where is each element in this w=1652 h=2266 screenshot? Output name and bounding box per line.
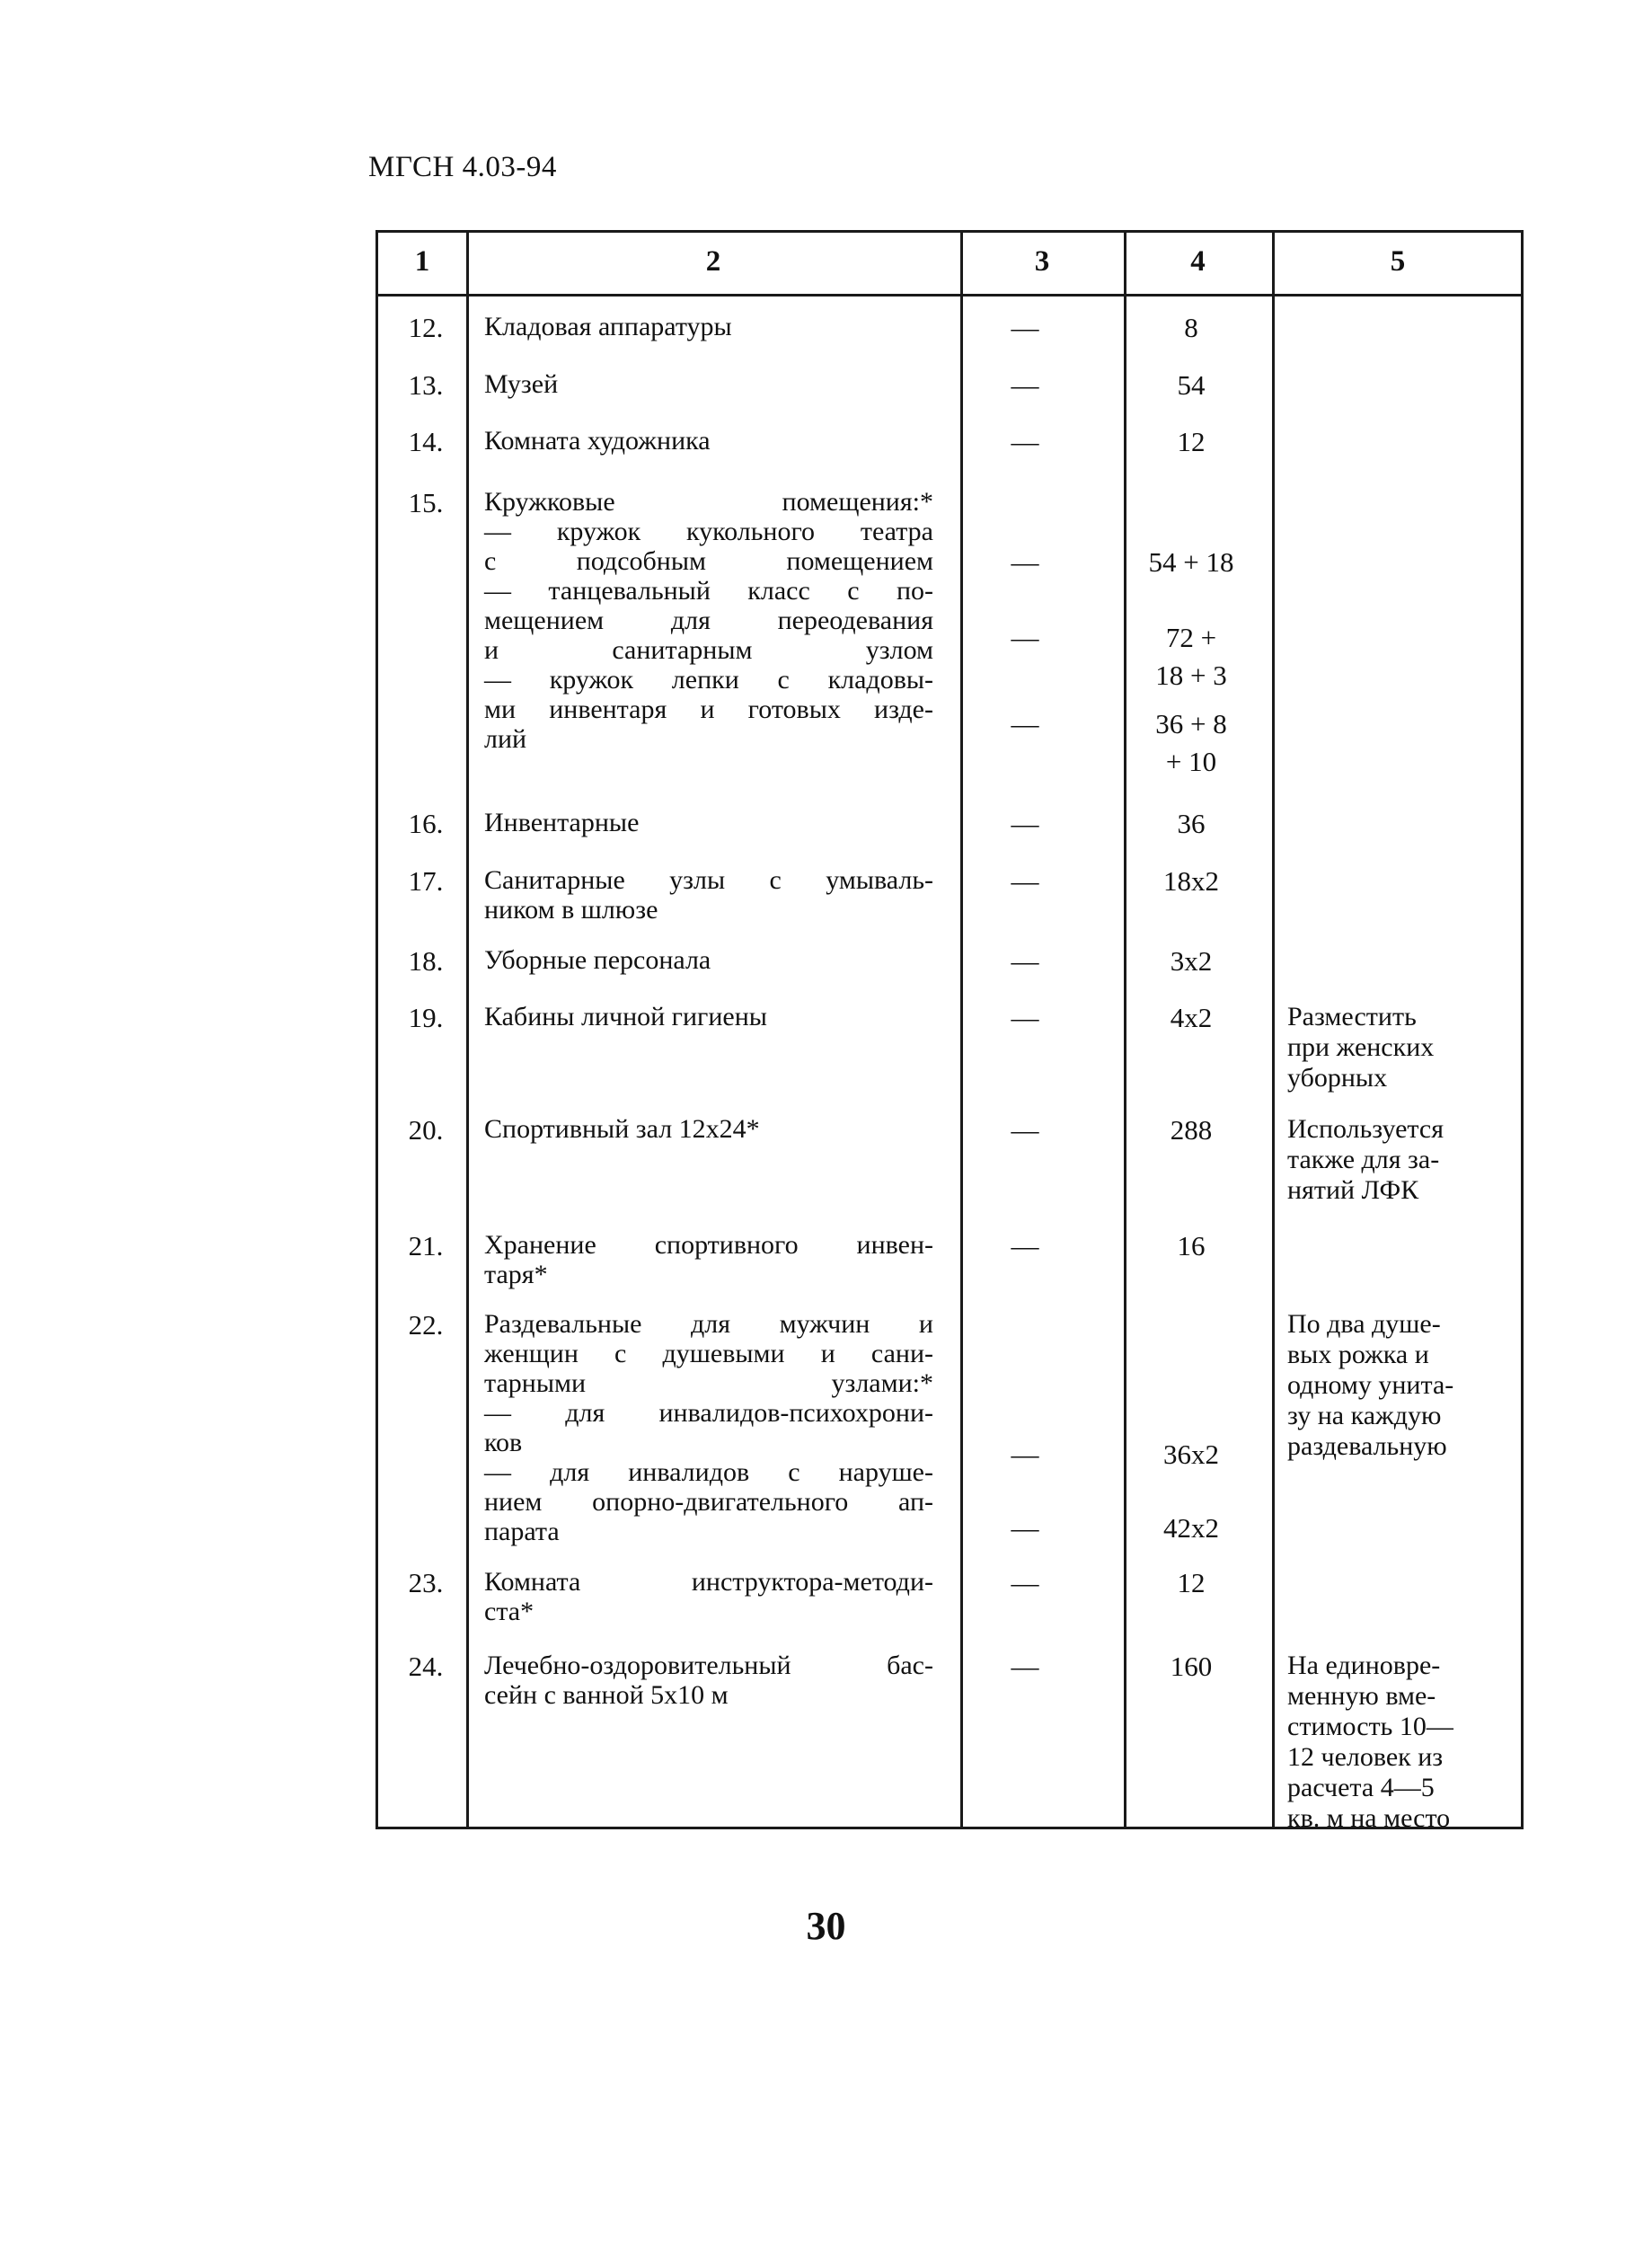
dash-cell: — [1011,865,1039,897]
note-line: По два душе- [1287,1309,1441,1339]
note-line: раздевальную [1287,1431,1447,1461]
room-name-line: Лечебно-оздоровительный бас- [484,1651,933,1680]
dash-cell: — [1011,808,1039,839]
room-name [484,1567,933,1626]
room-name-line: — танцевальный класс с по- [484,576,933,606]
room-name-line: парата [484,1517,560,1546]
room-name-line: Кладовая аппаратуры [484,312,732,341]
room-name-line: Раздевальные для мужчин и [484,1309,933,1339]
row-number: 22. [408,1309,444,1341]
column-divider [1272,233,1275,1827]
area-value: 18х2 [1163,865,1219,897]
rooms-table [375,230,1524,1833]
room-name [484,865,933,925]
note-line: вых рожка и [1287,1340,1429,1369]
room-name-line: ков [484,1428,523,1457]
room-name [484,312,933,341]
dash-cell: — [1011,708,1039,739]
note-line: также для за- [1287,1145,1440,1174]
area-value: + 10 [1165,746,1217,777]
room-name-line: женщин с душевыми и сани- [484,1339,933,1368]
note [1287,1114,1512,1206]
area-value: 54 + 18 [1148,546,1234,578]
note [1287,1002,1512,1093]
area-value: 8 [1184,312,1198,343]
room-name [484,1114,933,1144]
room-name-line: сейн с ванной 5х10 м [484,1680,729,1710]
note-line: расчета 4—5 [1287,1773,1435,1802]
note-line: кв. м на место [1287,1803,1451,1833]
room-name-line: с подсобным помещением [484,546,933,576]
area-value: 288 [1170,1114,1213,1146]
room-name-line: ником в шлюзе [484,895,658,925]
area-value: 18 + 3 [1155,659,1227,691]
note [1287,1651,1512,1834]
room-name-line: Кружковые помещения:* [484,487,933,517]
room-name-line: ми инвентаря и готовых изде- [484,695,933,724]
room-name [484,487,933,754]
dash-cell: — [1011,945,1039,977]
room-name-line: Инвентарные [484,808,640,837]
header-divider [378,294,1521,297]
note-line: нятий ЛФК [1287,1175,1419,1205]
column-header: 3 [1034,245,1050,278]
note-line: Используется [1287,1114,1444,1144]
column-divider [466,233,469,1827]
column-header: 2 [705,245,721,278]
dash-cell: — [1011,1002,1039,1033]
area-value: 36х2 [1163,1438,1219,1470]
dash-cell: — [1011,369,1039,401]
room-name [484,1651,933,1710]
page-number: 30 [806,1904,846,1948]
room-name-line: Санитарные узлы с умываль- [484,865,933,895]
note-line: Разместить [1287,1002,1417,1031]
room-name-line: Спортивный зал 12х24* [484,1114,760,1144]
room-name-line: ста* [484,1597,534,1626]
room-name-line: тарными узлами:* [484,1368,933,1398]
row-number: 23. [408,1567,444,1598]
row-number: 24. [408,1651,444,1682]
area-value: 12 [1177,426,1206,457]
note-line: одному унита- [1287,1370,1454,1400]
dash-cell: — [1011,426,1039,457]
area-value: 72 + [1165,622,1217,653]
note-line: На единовре- [1287,1651,1441,1680]
dash-cell: — [1011,546,1039,578]
dash-cell: — [1011,1438,1039,1470]
room-name [484,1230,933,1289]
dash-cell: — [1011,1567,1039,1598]
room-name-line: — для инвалидов-психохрони- [484,1398,933,1428]
column-header: 1 [414,245,430,278]
note-line: менную вме- [1287,1681,1436,1711]
room-name-line: Кабины личной гигиены [484,1002,767,1031]
dash-cell: — [1011,1114,1039,1146]
note [1287,1309,1512,1462]
row-number: 15. [408,487,444,518]
room-name-line: Уборные персонала [484,945,711,975]
row-number: 12. [408,312,444,343]
row-number: 17. [408,865,444,897]
row-number: 14. [408,426,444,457]
document-code: МГСН 4.03-94 [368,151,557,183]
dash-cell: — [1011,1230,1039,1261]
column-header: 5 [1390,245,1406,278]
note-line: при женских [1287,1032,1435,1062]
room-name [484,808,933,837]
room-name-line: Хранение спортивного инвен- [484,1230,933,1260]
room-name [484,1002,933,1031]
room-name-line: — кружок кукольного театра [484,517,933,546]
dash-cell: — [1011,1512,1039,1544]
room-name [484,1309,933,1546]
room-name-line: мещением для переодевания [484,606,933,635]
room-name-line: лий [484,724,527,754]
room-name-line: — кружок лепки с кладовы- [484,665,933,695]
row-number: 18. [408,945,444,977]
dash-cell: — [1011,622,1039,653]
area-value: 42х2 [1163,1512,1219,1544]
note-line: зу на каждую [1287,1401,1442,1430]
dash-cell: — [1011,1651,1039,1682]
area-value: 54 [1177,369,1206,401]
note-line: уборных [1287,1063,1388,1093]
room-name-line: нием опорно-двигательного ап- [484,1487,933,1517]
area-value: 160 [1170,1651,1213,1682]
area-value: 36 + 8 [1155,708,1227,739]
row-number: 20. [408,1114,444,1146]
room-name-line: Комната инструктора-методи- [484,1567,933,1597]
row-number: 16. [408,808,444,839]
room-name [484,426,933,456]
column-header: 4 [1190,245,1206,278]
area-value: 4х2 [1170,1002,1213,1033]
area-value: 16 [1177,1230,1206,1261]
row-number: 21. [408,1230,444,1261]
room-name-line: Музей [484,369,559,399]
area-value: 12 [1177,1567,1206,1598]
room-name-line: — для инвалидов с наруше- [484,1457,933,1487]
row-number: 13. [408,369,444,401]
room-name [484,369,933,399]
room-name [484,945,933,975]
room-name-line: Комната художника [484,426,711,456]
room-name-line: и санитарным узлом [484,635,933,665]
dash-cell: — [1011,312,1039,343]
note-line: стимость 10— [1287,1712,1453,1741]
area-value: 36 [1177,808,1206,839]
room-name-line: таря* [484,1260,548,1289]
row-number: 19. [408,1002,444,1033]
area-value: 3х2 [1170,945,1213,977]
note-line: 12 человек из [1287,1742,1444,1772]
